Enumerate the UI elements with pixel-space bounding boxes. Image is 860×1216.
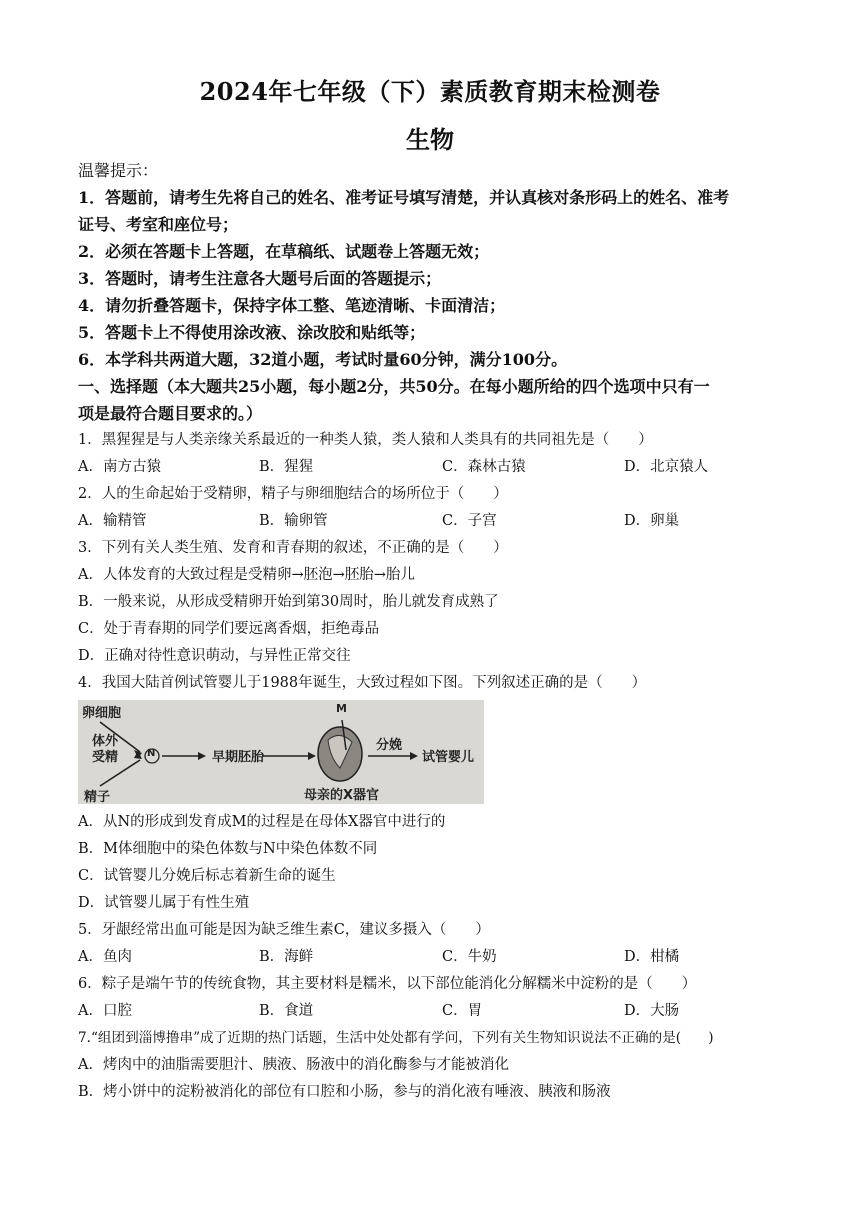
notice-item: 5．答题卡上不得使用涂改液、涂改胶和贴纸等；: [78, 323, 426, 342]
option-b: B．输卵管: [259, 513, 328, 529]
option-a: A．口腔: [78, 1003, 132, 1019]
question-stem: 7.“组团到淄博撸串”成了近期的热门话题，生活中处处都有学问，下列有关生物知识说法不正确的是( ): [78, 1030, 714, 1046]
question-stem: 3．下列有关人类生殖、发育和青春期的叙述，不正确的是（ ）: [78, 540, 508, 556]
figure-label-birth: 分娩: [376, 738, 403, 753]
figure-label-sperm: 精子: [84, 790, 111, 804]
figure-label-ivf: 受精: [92, 750, 119, 765]
question-stem: 6．粽子是端午节的传统食物，其主要材料是糯米，以下部位能消化分解糯米中淀粉的是（ ）: [78, 976, 697, 992]
figure-label-m: M: [336, 702, 347, 715]
figure-label-egg: 卵细胞: [82, 706, 122, 721]
option-a: A．南方古猿: [78, 459, 161, 475]
option-c: C．森林古猿: [442, 459, 526, 475]
option-d: D．柑橘: [624, 949, 680, 965]
option-b: B．烤小饼中的淀粉被消化的部位有口腔和小肠，参与的消化液有唾液、胰液和肠液: [78, 1084, 611, 1100]
exam-subject: 生物: [406, 125, 454, 154]
option-a: A．鱼肉: [78, 949, 132, 965]
option-row: [78, 998, 788, 1025]
notice-item: 1．答题前，请考生先将自己的姓名、准考证号填写清楚，并认真核对条形码上的姓名、准考: [78, 188, 730, 207]
option-c: C．子宫: [442, 513, 497, 529]
figure-label-baby: 试管婴儿: [422, 750, 475, 765]
notice-heading: 温馨提示：: [78, 161, 159, 180]
notice-item: 4．请勿折叠答题卡，保持字体工整、笔迹清晰、卡面清洁；: [78, 296, 506, 315]
option-d: D．北京猿人: [624, 459, 709, 475]
arrow-head: [198, 752, 206, 760]
question-stem: 5．牙龈经常出血可能是因为缺乏维生素C，建议多摄入（ ）: [78, 922, 490, 938]
figure-label-organ: 母亲的X器官: [304, 788, 380, 803]
notice-item: 3．答题时，请考生注意各大题号后面的答题提示；: [78, 269, 442, 288]
option-b: B．食道: [259, 1003, 314, 1019]
option-row: [78, 454, 788, 481]
notice-item: 2．必须在答题卡上答题，在草稿纸、试题卷上答题无效；: [78, 242, 490, 261]
option-d: D．卵巢: [624, 513, 680, 529]
figure-label-embryo: 早期胚胎: [212, 750, 265, 765]
arrow-head: [308, 752, 316, 760]
option-d: D．正确对待性意识萌动，与异性正常交往: [78, 648, 351, 664]
option-c: C．处于青春期的同学们要远离香烟，拒绝毒品: [78, 621, 380, 637]
option-b: B．海鲜: [259, 949, 314, 965]
figure-label-ivf: 体外: [92, 734, 119, 749]
option-a: A．人体发育的大致过程是受精卵→胚泡→胚胎→胎儿: [78, 567, 415, 583]
option-row: [78, 508, 788, 535]
question-stem: 4．我国大陆首例试管婴儿于1988年诞生，大致过程如下图。下列叙述正确的是（ ）: [78, 675, 647, 691]
exam-title: 2024年七年级（下）素质教育期末检测卷: [199, 77, 661, 106]
option-b: B．M体细胞中的染色体数与N中染色体数不同: [78, 841, 378, 857]
figure-label-n: N: [147, 748, 156, 759]
option-a: A．从N的形成到发育成M的过程是在母体X器官中进行的: [78, 814, 446, 830]
ivf-process-figure: [78, 700, 484, 804]
option-b: B．一般来说，从形成受精卵开始到第30周时，胎儿就发育成熟了: [78, 594, 499, 610]
arrow-head: [410, 752, 418, 760]
option-a: A．输精管: [78, 513, 147, 529]
option-c: C．试管婴儿分娩后标志着新生命的诞生: [78, 868, 336, 884]
option-row: [78, 944, 788, 971]
option-a: A．烤肉中的油脂需要胆汁、胰液、肠液中的消化酶参与才能被消化: [78, 1057, 509, 1073]
option-d: D．试管婴儿属于有性生殖: [78, 895, 250, 911]
notice-item: 证号、考室和座位号；: [78, 215, 239, 234]
question-stem: 1．黑猩猩是与人类亲缘关系最近的一种类人猿，类人猿和人类具有的共同祖先是（ ）: [78, 432, 653, 448]
section-heading: 项是最符合题目要求的。）: [78, 404, 263, 423]
notice-item: 6．本学科共两道大题，32道小题，考试时量60分钟，满分100分。: [78, 350, 568, 369]
option-b: B．猩猩: [259, 459, 314, 475]
option-d: D．大肠: [624, 1003, 680, 1019]
option-c: C．胃: [442, 1003, 483, 1019]
section-heading: 一、选择题（本大题共25小题，每小题2分，共50分。在每小题所给的四个选项中只有一: [78, 377, 710, 396]
question-stem: 2．人的生命起始于受精卵，精子与卵细胞结合的场所位于（ ）: [78, 486, 508, 502]
option-c: C．牛奶: [442, 949, 497, 965]
